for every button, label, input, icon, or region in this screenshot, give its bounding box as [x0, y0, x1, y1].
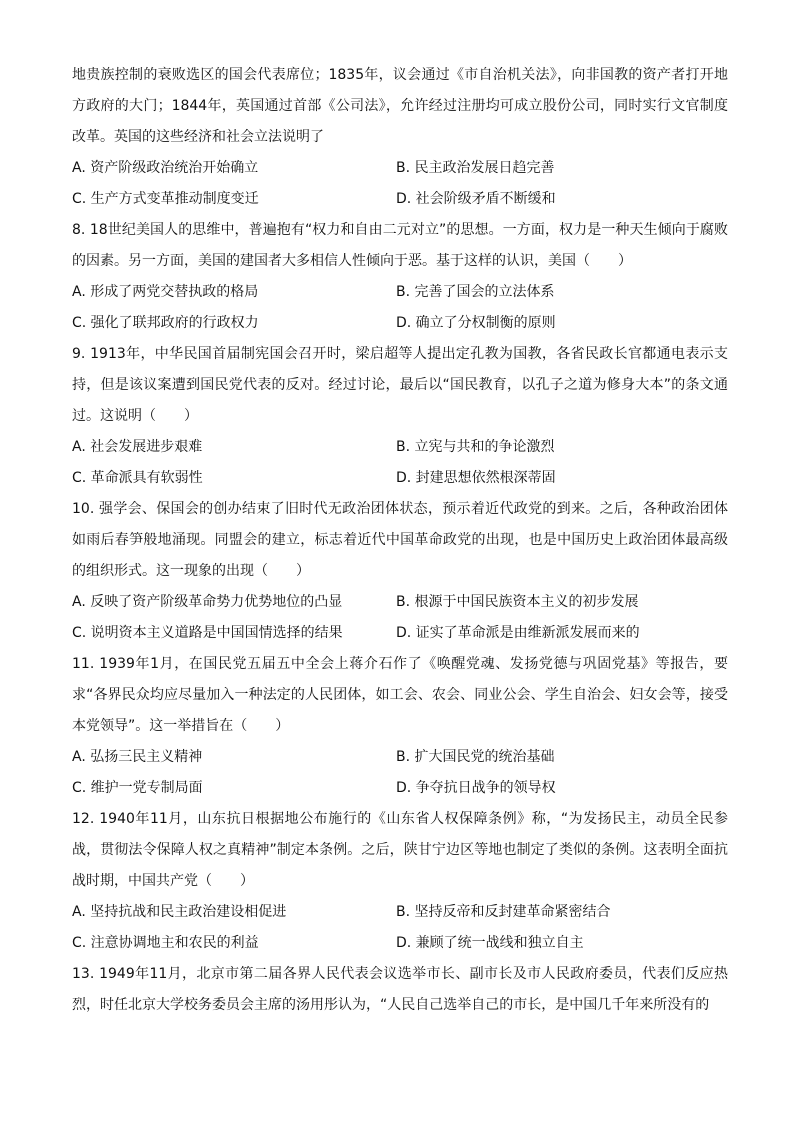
option-b: B. 扩大国民党的统治基础	[396, 749, 555, 765]
option-c: C. 生产方式变革推动制度变迁	[72, 191, 259, 207]
question-stem: 11. 1939年1月，在国民党五届五中全会上蒋介石作了《唤醒党魂、发扬党德与巩固党基》等报告，要求“各界民众均应尽量加入一种法定的人民团体，如工会、农会、同业公会、学生自治会、妇女会等，接受本党领导”。这一举措旨在（ ）	[72, 656, 728, 734]
option-d: D. 确立了分权制衡的原则	[396, 315, 556, 331]
answer-options	[72, 742, 728, 804]
option-a: A. 资产阶级政治统治开始确立	[72, 160, 259, 176]
question-stem: 8. 18世纪美国人的思维中，普遍抱有“权力和自由二元对立”的思想。一方面，权力是一种天生倾向于腐败的因素。另一方面，美国的建国者大多相信人性倾向于恶。基于这样的认识，美国（ ）	[72, 222, 728, 269]
question-9	[72, 339, 728, 494]
option-d: D. 证实了革命派是由维新派发展而来的	[396, 625, 640, 641]
question-8	[72, 215, 728, 339]
answer-options	[72, 277, 728, 339]
option-a: A. 反映了资产阶级革命势力优势地位的凸显	[72, 594, 343, 610]
option-b: B. 坚持反帝和反封建革命紧密结合	[396, 904, 611, 920]
option-c: C. 革命派具有软弱性	[72, 470, 203, 486]
option-a: A. 弘扬三民主义精神	[72, 749, 203, 765]
question-stem: 12. 1940年11月，山东抗日根据地公布施行的《山东省人权保障条例》称，“为发扬民主，动员全民参战，贯彻法令保障人权之真精神”制定本条例。之后，陕甘宁边区等地也制定了类似的条例。这表明全面抗战时期，中国共产党（ ）	[72, 811, 728, 889]
option-a: A. 社会发展进步艰难	[72, 439, 203, 455]
option-d: D. 社会阶级矛盾不断缓和	[396, 191, 556, 207]
option-b: B. 完善了国会的立法体系	[396, 284, 555, 300]
answer-options	[72, 432, 728, 494]
option-c: C. 说明资本主义道路是中国国情选择的结果	[72, 625, 343, 641]
question-13	[72, 959, 728, 1021]
answer-options	[72, 153, 728, 215]
exam-page	[72, 60, 728, 1021]
option-b: B. 民主政治发展日趋完善	[396, 160, 555, 176]
question-stem: 10. 强学会、保国会的创办结束了旧时代无政治团体状态，预示着近代政党的到来。之后，各种政治团体如雨后春笋般地涌现。同盟会的建立，标志着近代中国革命政党的出现，也是中国历史上政治团体最高级的组织形式。这一现象的出现（ ）	[72, 501, 728, 579]
option-d: D. 争夺抗日战争的领导权	[396, 780, 556, 796]
option-b: B. 根源于中国民族资本主义的初步发展	[396, 594, 639, 610]
question-11	[72, 649, 728, 804]
question-10	[72, 494, 728, 649]
question-stem: 地贵族控制的衰败选区的国会代表席位；1835年，议会通过《市自治机关法》，向非国教的资产者打开地方政府的大门；1844年，英国通过首部《公司法》，允许经过注册均可成立股份公司，同时实行文官制度改革。英国的这些经济和社会立法说明了	[72, 67, 728, 145]
question-stem: 9. 1913年，中华民国首届制宪国会召开时，梁启超等人提出定孔教为国教，各省民政长官都通电表示支持，但是该议案遭到国民党代表的反对。经过讨论，最后以“国民教育，以孔子之道为修身大本”的条文通过。这说明（ ）	[72, 346, 728, 424]
option-a: A. 坚持抗战和民主政治建设相促进	[72, 904, 287, 920]
question-7-continued	[72, 60, 728, 215]
option-d: D. 兼顾了统一战线和独立自主	[396, 935, 584, 951]
question-stem: 13. 1949年11月，北京市第二届各界人民代表会议选举市长、副市长及市人民政府委员，代表们反应热烈，时任北京大学校务委员会主席的汤用彤认为，“人民自己选举自己的市长，是中国几千年来所没有的	[72, 966, 728, 1013]
option-c: C. 强化了联邦政府的行政权力	[72, 315, 259, 331]
answer-options	[72, 587, 728, 649]
answer-options	[72, 897, 728, 959]
option-d: D. 封建思想依然根深蒂固	[396, 470, 556, 486]
option-a: A. 形成了两党交替执政的格局	[72, 284, 259, 300]
option-c: C. 注意协调地主和农民的利益	[72, 935, 259, 951]
option-c: C. 维护一党专制局面	[72, 780, 203, 796]
option-b: B. 立宪与共和的争论激烈	[396, 439, 555, 455]
question-12	[72, 804, 728, 959]
